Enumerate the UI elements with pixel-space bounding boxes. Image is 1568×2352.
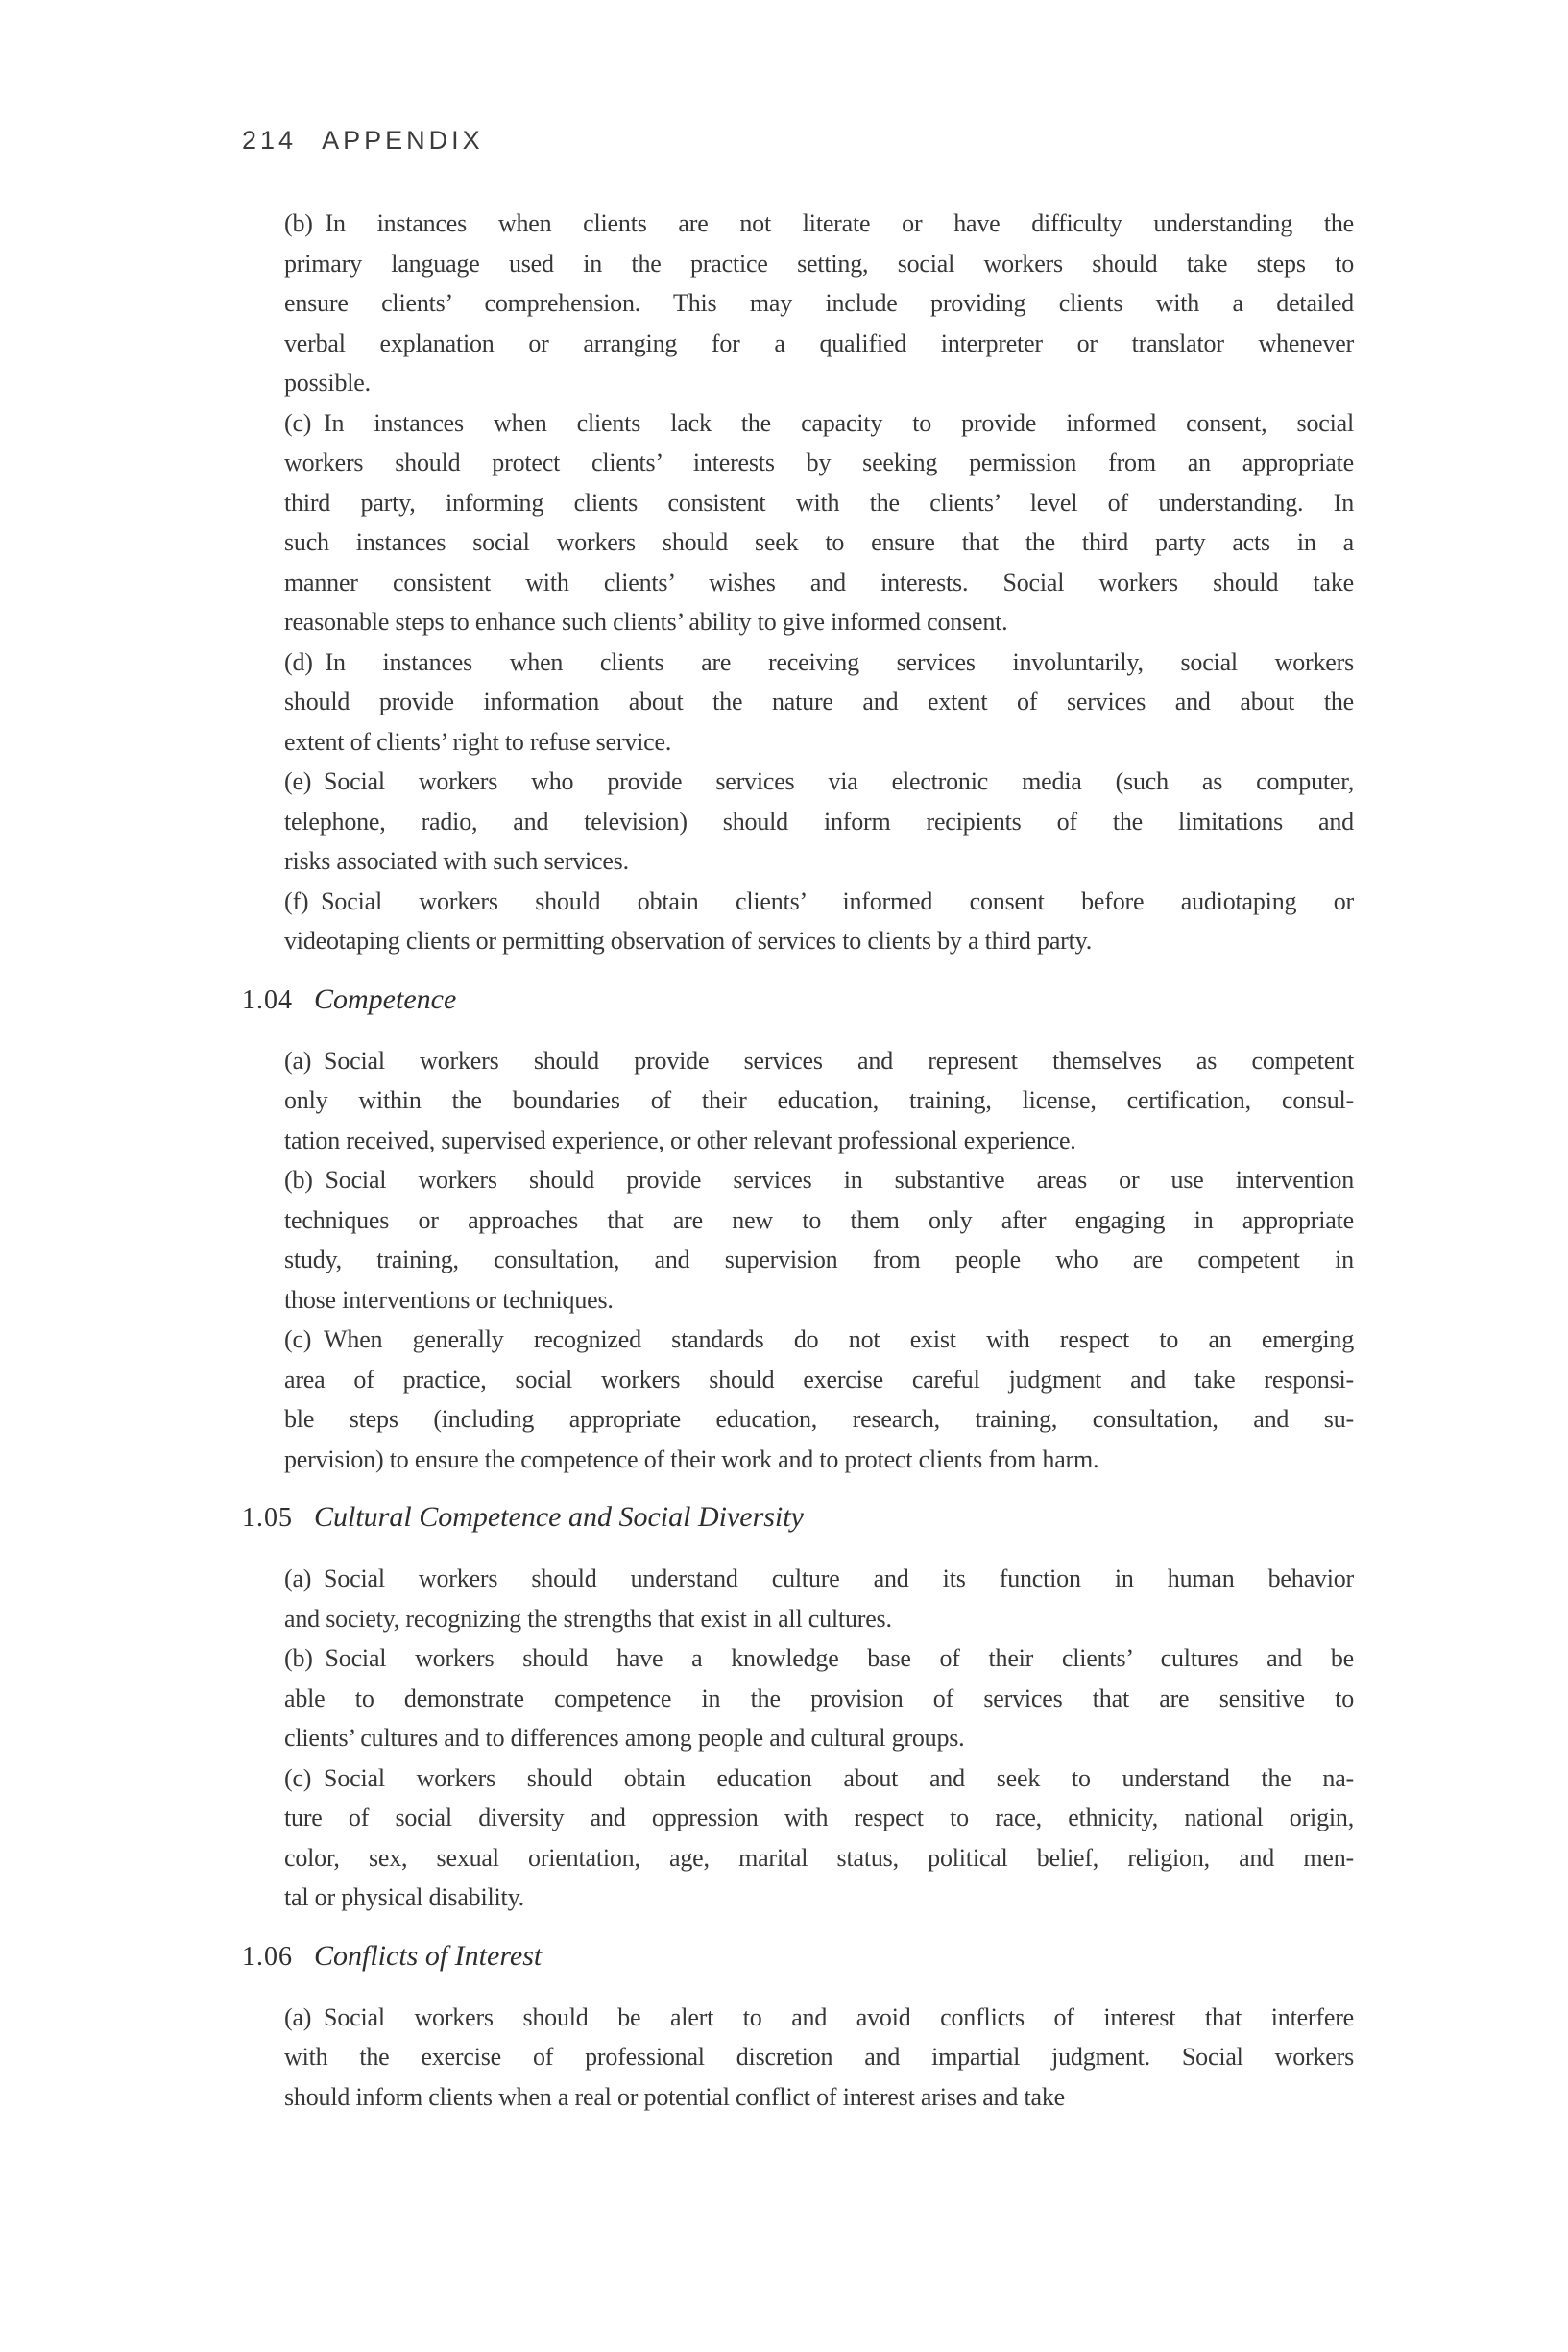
text-line: (c) In instances when clients lack the capacity to provide informed consent, social: [284, 408, 1354, 437]
running-head: [242, 126, 484, 156]
section-heading: [242, 1496, 1354, 1540]
text-line: (c) When generally recognized standards do not exist with respect to an emerging: [284, 1325, 1354, 1353]
text-line: and society, recognizing the strengths that exist in all cultures.: [284, 1604, 892, 1633]
text-line: workers should protect clients’ interests by seeking permission from an appropriate: [284, 449, 1354, 476]
text-line: should inform clients when a real or potential conflict of interest arises and take: [284, 2082, 1065, 2111]
page-body-text: [242, 204, 1354, 2117]
text-line: (d) In instances when clients are receiving services involuntarily, social workers: [284, 647, 1354, 676]
page-number: 214: [242, 126, 298, 155]
section-heading: [242, 1935, 1354, 1978]
text-line: third party, informing clients consistent with the clients’ level of understanding. In: [284, 488, 1354, 517]
text-line: (a) Social workers should understand culture and its function in human behavior: [284, 1564, 1354, 1592]
section-number: 1.04: [242, 984, 293, 1015]
text-line: study, training, consultation, and supervision from people who are competent in: [284, 1246, 1354, 1273]
text-line: clients’ cultures and to differences among people and cultural groups.: [284, 1724, 965, 1752]
text-line: manner consistent with clients’ wishes and interests. Social workers should take: [284, 568, 1354, 596]
text-line: reasonable steps to enhance such clients’ ability to give informed consent.: [284, 608, 1008, 636]
body-paragraph: [242, 1758, 1354, 1918]
text-line: (b) In instances when clients are not literate or have difficulty understanding the: [284, 209, 1354, 237]
text-line: (e) Social workers who provide services via electronic media (such as computer,: [284, 767, 1354, 795]
body-paragraph: [242, 882, 1354, 961]
text-line: ble steps (including appropriate education, research, training, consultation, and su-: [284, 1405, 1354, 1433]
text-line: ensure clients’ comprehension. This may include providing clients with a detailed: [284, 289, 1354, 317]
text-line: area of practice, social workers should exercise careful judgment and take responsi-: [284, 1365, 1354, 1394]
text-line: such instances social workers should seek to ensure that the third party acts in a: [284, 528, 1354, 556]
text-line: only within the boundaries of their education, training, license, certification, consul-: [284, 1086, 1354, 1114]
text-line: tal or physical disability.: [284, 1883, 524, 1911]
text-line: (a) Social workers should be alert to and avoid conflicts of interest that interfere: [284, 2002, 1354, 2031]
text-line: color, sex, sexual orientation, age, marital status, political belief, religion, and men-: [284, 1843, 1354, 1872]
text-line: telephone, radio, and television) should inform recipients of the limitations and: [284, 807, 1354, 836]
text-line: possible.: [284, 369, 371, 397]
section-title: Competence: [314, 982, 457, 1015]
text-line: with the exercise of professional discretion and impartial judgment. Social workers: [284, 2043, 1354, 2071]
body-paragraph: [242, 1320, 1354, 1479]
text-line: (b) Social workers should provide services in substantive areas or use intervention: [284, 1166, 1354, 1194]
running-head-title: APPENDIX: [322, 126, 484, 155]
text-line: videotaping clients or permitting observation of services to clients by a third party.: [284, 927, 1093, 955]
text-line: (a) Social workers should provide services and represent themselves as competent: [284, 1046, 1354, 1075]
text-line: ture of social diversity and oppression with respect to race, ethnicity, national origin,: [284, 1804, 1354, 1831]
section-heading: [242, 979, 1354, 1022]
text-line: those interventions or techniques.: [284, 1285, 614, 1314]
text-line: should provide information about the nature and extent of services and about the: [284, 688, 1354, 715]
text-line: able to demonstrate competence in the provision of services that are sensitive to: [284, 1684, 1354, 1712]
text-line: techniques or approaches that are new to them only after engaging in appropriate: [284, 1205, 1354, 1234]
text-line: (b) Social workers should have a knowledge base of their clients’ cultures and be: [284, 1644, 1354, 1672]
section-number: 1.06: [242, 1941, 293, 1972]
body-paragraph: [242, 1998, 1354, 2118]
text-line: verbal explanation or arranging for a qualified interpreter or translator whenever: [284, 328, 1354, 357]
section-title: Conflicts of Interest: [314, 1939, 543, 1972]
body-paragraph: [242, 1160, 1354, 1320]
text-line: tation received, supervised experience, or other relevant professional experience.: [284, 1126, 1076, 1154]
text-line: risks associated with such services.: [284, 847, 629, 875]
section-title: Cultural Competence and Social Diversity: [314, 1501, 804, 1533]
text-line: (c) Social workers should obtain education about and seek to understand the na-: [284, 1763, 1354, 1792]
text-line: extent of clients’ right to refuse service.: [284, 727, 672, 756]
body-paragraph: [242, 1041, 1354, 1161]
section-number: 1.05: [242, 1503, 293, 1533]
text-line: (f) Social workers should obtain clients’ informed consent before audiotaping or: [284, 886, 1354, 915]
body-paragraph: [242, 762, 1354, 882]
body-paragraph: [242, 204, 1354, 403]
body-paragraph: [242, 1559, 1354, 1638]
body-paragraph: [242, 403, 1354, 643]
text-line: pervision) to ensure the competence of their work and to protect clients from harm.: [284, 1444, 1099, 1473]
text-line: primary language used in the practice setting, social workers should take steps to: [284, 249, 1354, 278]
body-paragraph: [242, 1638, 1354, 1758]
body-paragraph: [242, 643, 1354, 763]
